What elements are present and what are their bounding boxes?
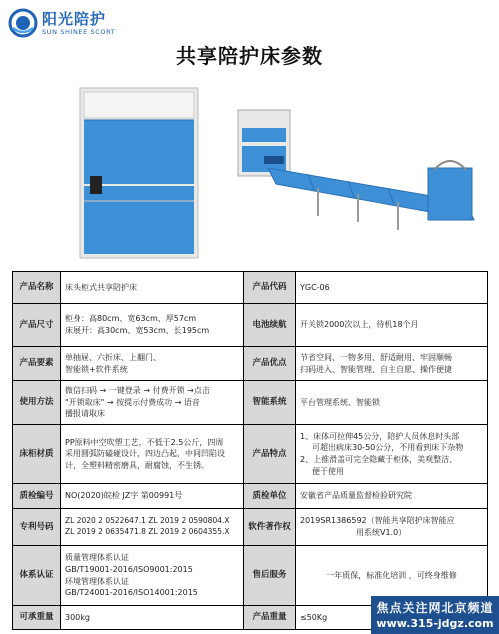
cert-line-1: 质量管理体系认证: [65, 553, 129, 563]
usage-line-2: "开锁取床" → 按提示付费成功 → 语音: [65, 397, 200, 407]
table-row: [13, 272, 488, 304]
usage-line-1: 微信扫码 → 一键登录 → 付费开锁 →点击: [65, 386, 210, 396]
sun-logo-icon: [8, 8, 38, 38]
value-elements: [61, 347, 244, 381]
table-row: [13, 381, 488, 425]
brand-name-en: SUN SHINEE SCORT: [42, 27, 116, 36]
patent-line-1: ZL 2020 2 0522647.1 ZL 2019 2 0590804.X: [65, 516, 230, 526]
page-title: 共享陪护床参数: [176, 44, 323, 68]
table-row: [13, 509, 488, 546]
label-battery: 电池续航: [244, 304, 296, 347]
advantages-line-2: 扫码进入、智能管理、自主自愿、操作便捷: [300, 364, 452, 374]
value-product-size: [61, 304, 244, 347]
label-load: 可承重量: [13, 606, 61, 630]
value-material: [61, 425, 244, 484]
value-product-name: 床头柜式共享陪护床: [61, 272, 244, 304]
label-after-sales: 售后服务: [244, 546, 296, 606]
elements-line-2: 智能锁+软件系统: [65, 364, 128, 374]
features-line-3: 2、上推滑盖可完全隐藏于柜体，美观整洁、: [300, 455, 458, 464]
label-usage: 使用方法: [13, 381, 61, 425]
material-line-3: 计，全塑料精密磨具，耐腐蚀，不生锈。: [65, 460, 209, 470]
usage-line-3: 播报请取床: [65, 409, 105, 419]
label-certification: 体系认证: [13, 546, 61, 606]
cabinet-photo: [72, 84, 204, 262]
value-after-sales: 一年质保，标准化培训 ，可终身维修: [296, 546, 488, 606]
spec-table: [12, 271, 488, 630]
elements-line-1: 单抽屉、六折床、上翻门、: [65, 352, 161, 362]
value-usage: [61, 381, 244, 425]
label-weight: 产品重量: [244, 606, 296, 630]
advantages-line-1: 节省空间、一物多用、舒适耐用、牢固顺畅: [300, 352, 452, 362]
label-advantages: 产品优点: [244, 347, 296, 381]
value-product-code: YGC-06: [296, 272, 488, 304]
patent-line-2: ZL 2019 2 0635471.8 ZL 2019 2 0604355.X: [65, 527, 230, 536]
label-inspection-unit: 质检单位: [244, 484, 296, 509]
label-product-name: 产品名称: [13, 272, 61, 304]
table-row: [13, 425, 488, 484]
value-battery: 开关锁2000次以上，待机18个月: [296, 304, 488, 347]
features-line-1: 1、床体可拉伸45公分，陪护人员休息时头部: [300, 431, 460, 441]
table-row: [13, 304, 488, 347]
label-product-code: 产品代码: [244, 272, 296, 304]
label-smart-system: 智能系统: [244, 381, 296, 425]
value-certification: [61, 546, 244, 606]
value-patent: [61, 509, 244, 546]
value-features: [296, 425, 488, 484]
material-line-2: 采用圆弧防磕碰设计，四边凸起，中间凹陷设: [65, 449, 225, 459]
copyright-line-1: 2019SR1386592（智能共享陪护床智能应: [300, 516, 455, 526]
cert-line-3: 环境管理体系认证: [65, 576, 129, 586]
brand-logo-block: [8, 8, 115, 38]
label-material: 床柜材质: [13, 425, 61, 484]
size-cabinet: 柜身：高80cm、宽63cm、厚57cm: [65, 314, 197, 324]
banner-line-1: 焦点关注网北京频道: [376, 601, 494, 615]
bed-photo: [228, 98, 478, 248]
banner-line-2: www.315-jdgz.com: [376, 617, 494, 630]
features-line-2: 可超出病床30-50公分，不用看到床下杂物: [312, 443, 464, 453]
material-line-1: PP原料中空吹塑工艺，不低于2.5公斤，四周: [65, 437, 224, 447]
cert-line-2: GB/T19001-2016/ISO9001:2015: [65, 564, 193, 574]
label-product-size: 产品尺寸: [13, 304, 61, 347]
value-inspection-unit: 安徽省产品质量监督检验研究院: [296, 484, 488, 509]
size-bed: 床展开：高30cm、宽53cm、长195cm: [65, 326, 210, 335]
value-smart-system: 平台管理系统、智能锁: [296, 381, 488, 425]
value-inspection-no: NO(2020)皖检 JZ字 第00991号: [61, 484, 244, 509]
label-copyright: 软件著作权: [244, 509, 296, 546]
label-patent: 专利号码: [13, 509, 61, 546]
brand-name-cn: 阳光陪护: [42, 9, 107, 28]
features-line-4: 便于使用: [312, 466, 344, 476]
value-advantages: [296, 347, 488, 381]
label-features: 产品特点: [244, 425, 296, 484]
table-row: [13, 484, 488, 509]
table-row: [13, 347, 488, 381]
label-inspection-no: 质检编号: [13, 484, 61, 509]
value-weight: ≤50Kg: [296, 606, 488, 630]
value-load: 300kg: [61, 606, 244, 630]
copyright-line-2: 用系统V1.0）: [356, 528, 407, 537]
value-copyright: [296, 509, 488, 546]
watermark-banner: [371, 596, 499, 634]
label-elements: 产品要素: [13, 347, 61, 381]
cert-line-4: GB/T24001-2016/ISO14001:2015: [65, 588, 198, 598]
